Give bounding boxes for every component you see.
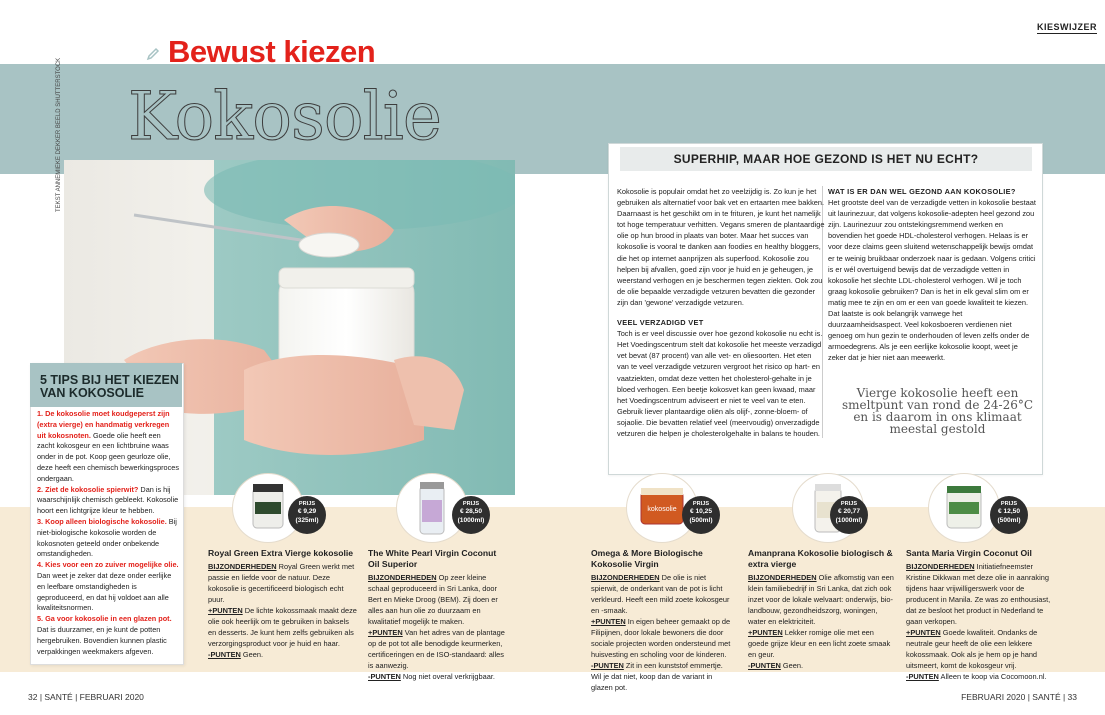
tips-title: 5 TIPS BIJ HET KIEZEN VAN KOKOSOLIE	[40, 373, 179, 400]
info-intro: Kokosolie is populair omdat het zo veelzijdig is. Zo kun je het gebruiken als alternatief voor bak vet en ertaarten mee bakken. Daarnaast is het geschikt om in te frituren, je kunt het namelijk tot hoge temperatuur verhitten. Vegans smeren de plantaardige olie op hun brood in plaats van boter. Maar het succes van kokosolie is vooral te danken aan foodies en healthy bloggers, die het op internet aanprijzen als superfood. Kokosolie zou helpen bij afvallen, goed zijn voor je huid en je geheugen, je weerstand verhogen en je beschermen tegen ziekten. Ook zou de olie bepaalde verzadigde vetzuren bevatten die gezonder zijn dan 'gewone' verzadigde vetzuren.	[617, 187, 825, 307]
pull-quote: Vierge kokosolie heeft een smeltpunt van rond de 24-26°C en is daarom in ons klimaat meestal gestold	[841, 386, 1034, 436]
svg-text:kokosolie: kokosolie	[647, 506, 677, 513]
info-subhead-2: WAT IS ER DAN WEL GEZOND AAN KOKOSOLIE?	[828, 187, 1016, 196]
product-card-omega-more: Omega & More Biologische Kokosolie Virgin BIJZONDERHEDEN De olie is niet spierwit, de onderkant van de pot is licht verkleurd. Heeft een mild zoete kokosgeur en -smaak. +PUNTEN In eigen beheer gemaakt op de Filipijnen, door lokale bewoners die door sociale projecten worden ondersteund met huisvesting en scholing voor de kinderen. -PUNTEN Zit in een kunststof emmertje. Wil je dat niet, koop dan de variant in glazen pot.	[591, 548, 731, 692]
footer-right: FEBRUARI 2020 | SANTÉ | 33	[961, 692, 1077, 702]
price-badge: PRIJS € 28,50 (1000ml)	[452, 496, 490, 534]
section-label: KIESWIJZER	[1036, 22, 1097, 32]
kicker: Bewust kiezen	[168, 34, 376, 69]
page-title: Kokosolie	[128, 78, 441, 155]
product-card-amanprana: Amanprana Kokosolie biologisch & extra vierge BIJZONDERHEDEN Olie afkomstig van een klein familiebedrijf in Sri Lanka, dat zich ook inzet voor de lokale welvaart: onderwijs, bio-landbouw, gezondheidszorg, woningen, water en elektriciteit. +PUNTEN Lekker romige olie met een goede grijze kleur en een licht zoete smaak en geur. -PUNTEN Geen.	[748, 548, 894, 670]
product-card-santa-maria: Santa Maria Virgin Coconut Oil BIJZONDERHEDEN Initiatiefneemster Kristine Dikkwan met deze olie in aanraking tijdens haar vrijwilligerswerk voor de producent in Manila. Ze was zo enthousiast, dat ze besloot het product in Nederland te gaan verkopen. +PUNTEN Goede kwaliteit. Ondanks de neutrale geur heeft de olie een lekkere kokossmaak. Ook als je hem op je hand uitsmeert, komt de kokosgeur vrij. -PUNTEN Alleen te koop via Cocomoon.nl.	[906, 548, 1051, 681]
price-badge: PRIJS € 12,50 (500ml)	[990, 496, 1028, 534]
product-card-royal-green: Royal Green Extra Vierge kokosolie BIJZONDERHEDEN Royal Green werkt met passie en liefde voor de natuur. Deze kokosolie is gecertificeerd biologisch echt puur. +PUNTEN De lichte kokossmaak maakt deze olie ook heerlijk om te gebruiken in baksels en desserts. Je kunt hem zelfs gebruiken als verzorgingsproduct voor je huid en haar. -PUNTEN Geen.	[208, 548, 357, 659]
price-badge: PRIJS € 10,25 (500ml)	[682, 496, 720, 534]
info-subhead-1: VEEL VERZADIGD VET	[617, 318, 704, 328]
tip-item: 5. Ga voor kokosolie in een glazen pot. Dat is duurzamer, en je kunt de potten hergebruiken. Bovendien kunnen plastic verpakkingen weekmakers afgeven.	[37, 614, 172, 656]
tip-item: 3. Koop alleen biologische kokosolie. Bij niet-biologische kokosolie worden de kokosnoten geteeld onder onbekende omstandigheden.	[37, 516, 177, 559]
tip-item: 4. Kies voor een zo zuiver mogelijke olie. Dan weet je zeker dat deze onder eerlijke en leefbare omstandigheden is geproduceerd, en dat hij voldoet aan alle kwaliteitsnormen.	[37, 560, 179, 613]
tip-item: 2. Ziet de kokosolie spierwit? Dan is hij waarschijnlijk chemisch gebleekt. Kokosolie hoort een lichtgrijze kleur te hebben.	[37, 484, 179, 516]
info-heading: SUPERHIP, MAAR HOE GEZOND IS HET NU ECHT?	[620, 147, 1032, 171]
footer-left: 32 | SANTÉ | FEBRUARI 2020	[28, 692, 144, 702]
info-column-2	[828, 186, 1036, 364]
tips-list	[37, 409, 180, 657]
info-column-1	[617, 186, 825, 439]
price-badge: PRIJS € 9,29 (325ml)	[288, 496, 326, 534]
price-badge: PRIJS € 20,77 (1000ml)	[830, 496, 868, 534]
photo-credit: TEKST ANNEMIEKE DEKKER BEELD SHUTTERSTOCK	[56, 57, 62, 212]
tip-item: 1. De kokosolie moet koudgeperst zijn (extra vierge) en handmatig verkregen uit kokosnoten. Goede olie heeft een zacht kokosgeur en een lichtbruine waas onder in de pot. Koop geen geurloze olie, deze heeft een chemisch bewerkingsproces ondergaan.	[37, 409, 179, 483]
pencil-icon	[146, 47, 160, 61]
product-card-white-pearl: The White Pearl Virgin Coconut Oil Superior BIJZONDERHEDEN Op zeer kleine schaal geproduceerd in Sri Lanka, door Bert en Mieke Droog (BEM). Zij doen er alles aan hun olie zo duurzaam en kwalitatief mogelijk te maken. +PUNTEN Van het adres van de plantage op de pot tot alle benodigde keurmerken, certificeringen en de ISO-standaard: alles is aanwezig. -PUNTEN Nog niet overal verkrijgbaar.	[368, 548, 505, 681]
info-body-2: Het grootste deel van de verzadigde vetten in kokosolie bestaat uit laurinezuur, dat volgens kokosolie-adepten heel gezond zou zijn. Laurinezuur zou ontstekingsremmend werken en bovendien het goede HDL-cholesterol verhogen. Helaas is er voor deze claims geen sluitend wetenschappelijk bewijs omdat er te weinig bruikbaar onderzoek naar is gedaan. Volgens critici is er wél overtuigend bewijs dat de verzadigde vetten in kokosolie het slechte LDL-cholesterol verhogen. Wil je toch graag kokosolie gebruiken? Dan is het in elk geval slim om er matig mee te zijn en om er een van goede kwaliteit te kiezen. Dat laatste is ook belangrijk vanwege het duurzaamheidsaspect. Veel kokosboeren verdienen niet genoeg om hun gezin te onderhouden of leven zelfs onder de armoedegrens. Als je een eerlijke kokosolie koopt, weet je zeker dat je hier niet aan meewerkt.	[828, 198, 1036, 363]
info-body-1: Toch is er veel discussie over hoe gezond kokosolie nu echt is. Het Voedingscentrum stelt dat kokosolie het meeste verzadigd vet bevat (87 procent) van alle vet- en oliesoorten. Het eten van te veel verzadigde vetzuren vergroot het risico op hart- en vaatziekten, omdat deze vetten het cholesterol-gehalte in je bloed verhogen. Een beetje kokosvet kan geen kwaad, maar het Voedingscentrum adviseert er niet te veel van te eten. Gebruik liever plantaardige oliën als olijf-, zonne-bloem- of sojaolie. Die bevatten relatief veel (meervoudig) onverzadigde vetzuren die helpen je cholesterolgehalte in balans te houden.	[617, 329, 823, 438]
